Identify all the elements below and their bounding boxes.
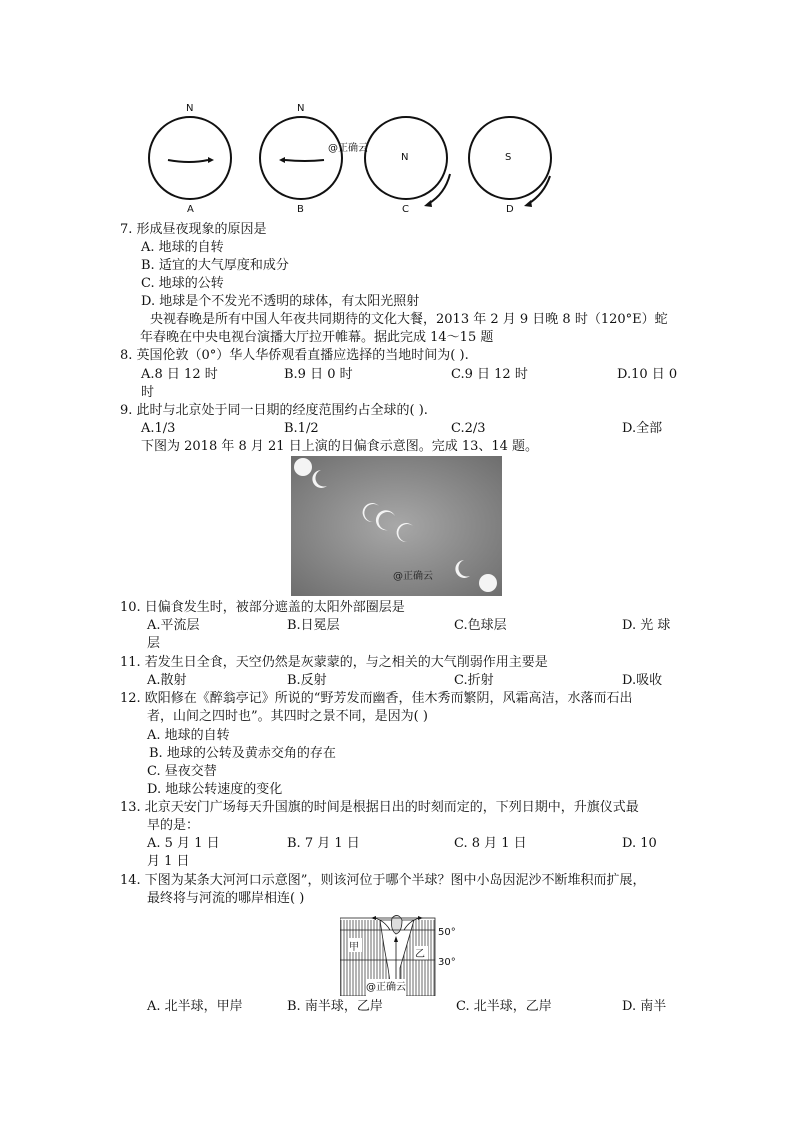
globe-a-bottom-label: A [187, 204, 194, 215]
globe-c-bottom-label: C [402, 204, 409, 215]
globe-d-center-label: S [505, 152, 512, 163]
globe-b [260, 117, 342, 199]
q14-option-b: B. 南半球，乙岸 [287, 999, 383, 1014]
q11-option-b: B.反射 [287, 673, 327, 688]
globe-c-center-label: N [401, 152, 409, 163]
q8-option-d-wrap: 时 [141, 385, 155, 400]
q13-option-c: C. 8 月 1 日 [454, 836, 527, 851]
passage-2: 下图为 2018 年 8 月 21 日上演的日偏食示意图。完成 13、14 题。 [141, 439, 539, 454]
q9-option-a: A.1/3 [141, 421, 176, 436]
globe-b-bottom-label: B [297, 204, 304, 215]
q7-option-b: B. 适宜的大气厚度和成分 [141, 258, 289, 273]
q8-option-a: A.8 日 12 时 [141, 367, 218, 382]
q13-line-1: 13. 北京天安门广场每天升国旗的时间是根据日出的时刻而定的，下列日期中，升旗仪式最 [120, 800, 639, 815]
eclipse-watermark: @正确云 [393, 571, 433, 582]
q12-option-c: C. 昼夜交替 [147, 764, 217, 779]
river-right-bank-label: 乙 [415, 949, 425, 960]
q7-stem: 7. 形成昼夜现象的原因是 [120, 222, 267, 237]
q13-option-b: B. 7 月 1 日 [287, 836, 360, 851]
latitude-30-label: 30° [438, 957, 456, 968]
latitude-50-label: 50° [438, 927, 456, 938]
q9-option-d: D.全部 [622, 421, 663, 436]
q11-stem: 11. 若发生日全食，天空仍然是灰蒙蒙的，与之相关的大气削弱作用主要是 [120, 655, 548, 670]
q9-option-c: C.2/3 [451, 421, 486, 436]
q14-option-d: D. 南半 [622, 999, 667, 1014]
q8-option-c: C.9 日 12 时 [451, 367, 528, 382]
q13-option-d-wrap: 月 1 日 [147, 854, 190, 869]
watermark: @正确云 [328, 143, 368, 154]
q10-option-d: D. 光 球 [622, 618, 671, 633]
q8-option-b: B.9 日 0 时 [284, 367, 353, 382]
q11-option-c: C.折射 [454, 673, 494, 688]
q14-option-a: A. 北半球，甲岸 [147, 999, 243, 1014]
q10-option-d-wrap: 层 [147, 636, 161, 651]
river-left-bank-label: 甲 [349, 942, 359, 953]
q14-option-c: C. 北半球，乙岸 [456, 999, 552, 1014]
river-watermark: @正确云 [366, 979, 406, 996]
globe-b-top-label: N [297, 103, 305, 114]
globe-a-top-label: N [186, 103, 194, 114]
q9-option-b: B.1/2 [284, 421, 319, 436]
q12-line-2: 者，山间之四时也”。其四时之景不同，是因为( ) [147, 709, 428, 724]
q8-option-d: D.10 日 0 [617, 367, 678, 382]
q10-option-c: C.色球层 [454, 618, 507, 633]
q7-option-d: D. 地球是个不发光不透明的球体，有太阳光照射 [141, 294, 420, 309]
q7-option-a: A. 地球的自转 [141, 240, 224, 255]
passage-1-line-1: 央视春晚是所有中国人年夜共同期待的文化大餐，2013 年 2 月 9 日晚 8 时（120°E）蛇 [150, 312, 668, 327]
q14-line-1: 14. 下图为某条大河河口示意图”，则该河位于哪个半球？图中小岛因泥沙不断堆积而扩展， [120, 873, 646, 888]
globe-d-bottom-label: D [506, 204, 514, 215]
q11-option-a: A.散射 [147, 673, 187, 688]
q10-option-b: B.日冕层 [287, 618, 340, 633]
q13-option-a: A. 5 月 1 日 [147, 836, 220, 851]
q12-line-1: 12. 欧阳修在《醉翁亭记》所说的“野芳发而幽香，佳木秀而繁阴，风霜高洁，水落而石出 [120, 691, 633, 706]
q14-line-2: 最终将与河流的哪岸相连( ) [147, 891, 305, 906]
q12-option-a: A. 地球的自转 [147, 728, 230, 743]
q7-option-c: C. 地球的公转 [141, 276, 224, 291]
q10-option-a: A.平流层 [147, 618, 200, 633]
q9-stem: 9. 此时与北京处于同一日期的经度范围约占全球的( ). [120, 403, 428, 418]
q12-option-b: B. 地球的公转及黄赤交角的存在 [149, 746, 336, 761]
q12-option-d: D. 地球公转速度的变化 [147, 782, 283, 797]
q10-stem: 10. 日偏食发生时，被部分遮盖的太阳外部圈层是 [120, 600, 405, 615]
passage-1-line-2: 年春晚在中央电视台演播大厅拉开帷幕。据此完成 14～15 题 [140, 330, 494, 345]
q13-line-2: 早的是： [147, 818, 200, 833]
q13-option-d: D. 10 [622, 836, 657, 851]
globe-a [149, 117, 231, 199]
q11-option-d: D.吸收 [622, 673, 663, 688]
q8-stem: 8. 英国伦敦（0°）华人华侨观看直播应选择的当地时间为( ). [120, 348, 469, 363]
